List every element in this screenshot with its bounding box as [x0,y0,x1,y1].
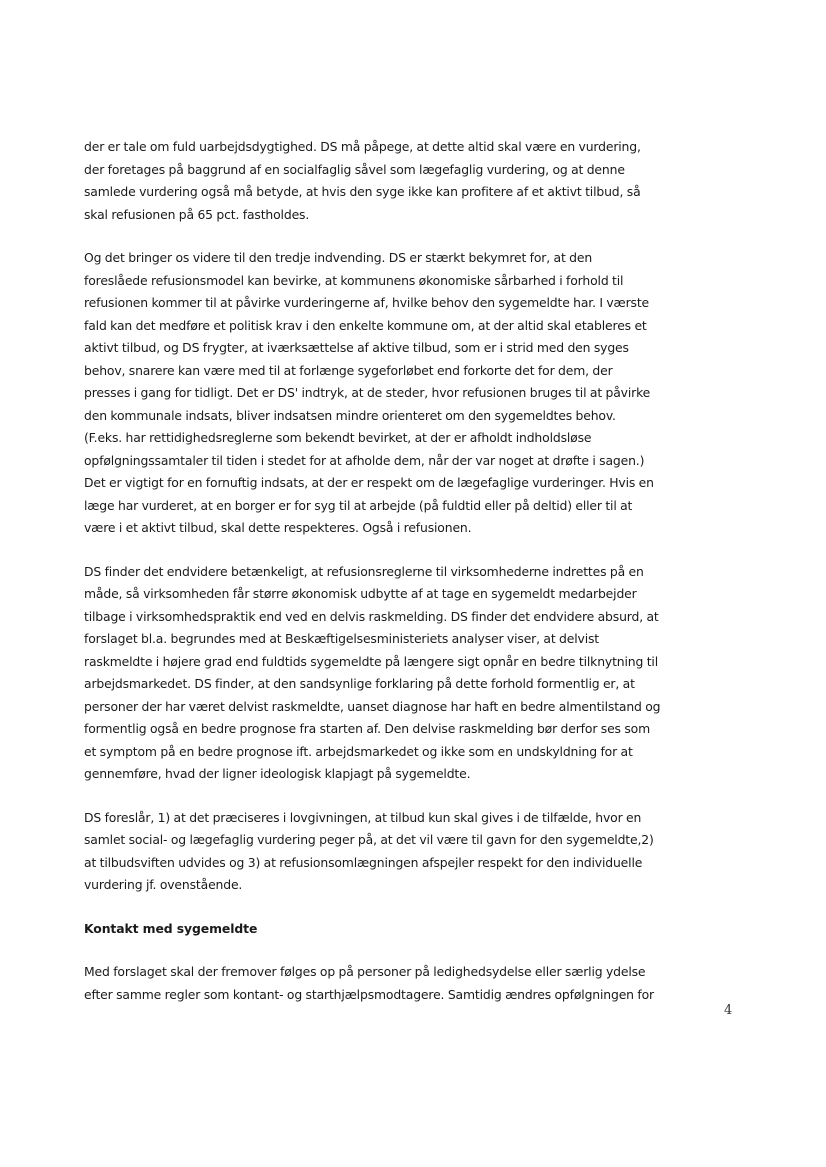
text-line: gennemføre, hvad der ligner ideologisk klapjagt på sygemeldte. [84,766,471,781]
text-line: refusionen kommer til at påvirke vurderingerne af, hvilke behov den sygemeldte har. I værste [84,295,650,310]
text-line: DS foreslår, 1) at det præciseres i lovgivningen, at tilbud kun skal gives i de tilfælde, hvor en [84,809,642,825]
text-line: (F.eks. har rettidighedsreglerne som bekendt bevirket, at der er afholdt indholdsløse [84,430,592,445]
paragraph-spacer [84,897,744,918]
text-line: vurdering jf. ovenstående. [84,877,243,892]
text-line: tilbage i virksomhedspraktik end ved en delvis raskmelding. DS finder det endvidere absurd, at [84,608,659,624]
text-line: skal refusionen på 65 pct. fastholdes. [84,206,310,222]
document-body [84,136,744,1006]
text-line: raskmeldte i højere grad end fuldtids sygemeldte på længere sigt opnår en bedre tilknytning til [84,653,658,669]
paragraph-spacer [84,540,744,561]
text-line: DS finder det endvidere betænkeligt, at refusionsreglerne til virksomhederne indrettes på en [84,563,644,579]
text-line: Med forslaget skal der fremover følges op på personer på ledighedsydelse eller særlig ydelse [84,964,646,979]
paragraph-1 [84,136,744,226]
text-line: behov, snarere kan være med til at forlænge sygeforløbet end forkorte det for dem, der [84,362,613,378]
paragraph-spacer [84,786,744,807]
text-line: der er tale om fuld uarbejdsdygtighed. DS må påpege, at dette altid skal være en vurdering, [84,139,641,154]
text-line: der foretages på baggrund af en socialfaglig såvel som lægefaglig vurdering, og at denne [84,161,625,177]
text-line: samlet social- og lægefaglig vurdering peger på, at det vil være til gavn for den sygemeldte,2) [84,832,654,847]
text-line: være i et aktivt tilbud, skal dette respekteres. Også i refusionen. [84,520,472,535]
text-line: efter samme regler som kontant- og starthjælpsmodtagere. Samtidig ændres opfølgningen for [84,986,654,1002]
text-line: arbejdsmarkedet. DS finder, at den sandsynlige forklaring på dette forhold formentlig er, at [84,676,635,691]
paragraph-2 [84,247,744,540]
text-line: forslaget bl.a. begrundes med at Beskæftigelsesministeriets analyser viser, at delvist [84,631,600,646]
paragraph-4 [84,807,744,897]
text-line: at tilbudsviften udvides og 3) at refusionsomlægningen afspejler respekt for den individuelle [84,854,643,870]
text-line: den kommunale indsats, bliver indsatsen mindre orienteret om den sygemeldtes behov. [84,407,616,423]
paragraph-5 [84,961,744,1006]
paragraph-3 [84,561,744,786]
text-line: opfølgningssamtaler til tiden i stedet for at afholde dem, når der var noget at drøfte i sagen.) [84,452,645,468]
text-line: aktivt tilbud, og DS frygter, at iværksættelse af aktive tilbud, som er i strid med den syges [84,340,629,355]
text-line: foreslåede refusionsmodel kan bevirke, at kommunens økonomiske sårbarhed i forhold til [84,272,624,288]
text-line: måde, så virksomheden får større økonomisk udbytte af at tage en sygemeldt medarbejder [84,586,637,601]
text-line: samlede vurdering også må betyde, at hvis den syge ikke kan profitere af et aktivt tilbud, så [84,184,641,199]
text-line: læge har vurderet, at en borger er for syg til at arbejde (på fuldtid eller på deltid) eller til at [84,497,633,513]
section-heading: Kontakt med sygemeldte [84,920,258,936]
paragraph-spacer [84,226,744,247]
paragraph-spacer [84,940,744,961]
text-line: formentlig også en bedre prognose fra starten af. Den delvise raskmelding bør derfor ses som [84,721,650,736]
text-line: personer der har været delvist raskmeldte, uanset diagnose har haft en bedre almentilstand og [84,698,661,714]
text-line: Det er vigtigt for en fornuftig indsats, at der er respekt om de lægefaglige vurderinger. Hvis en [84,475,654,490]
text-line: et symptom på en bedre prognose ift. arbejdsmarkedet og ikke som en undskyldning for at [84,743,633,759]
text-line: fald kan det medføre et politisk krav i den enkelte kommune om, at der altid skal etableres et [84,317,647,333]
text-line: Og det bringer os videre til den tredje indvending. DS er stærkt bekymret for, at den [84,250,593,265]
page-number: 4 [724,1003,733,1018]
text-line: presses i gang for tidligt. Det er DS' indtryk, at de steder, hvor refusionen bruges til at påvirke [84,385,651,400]
